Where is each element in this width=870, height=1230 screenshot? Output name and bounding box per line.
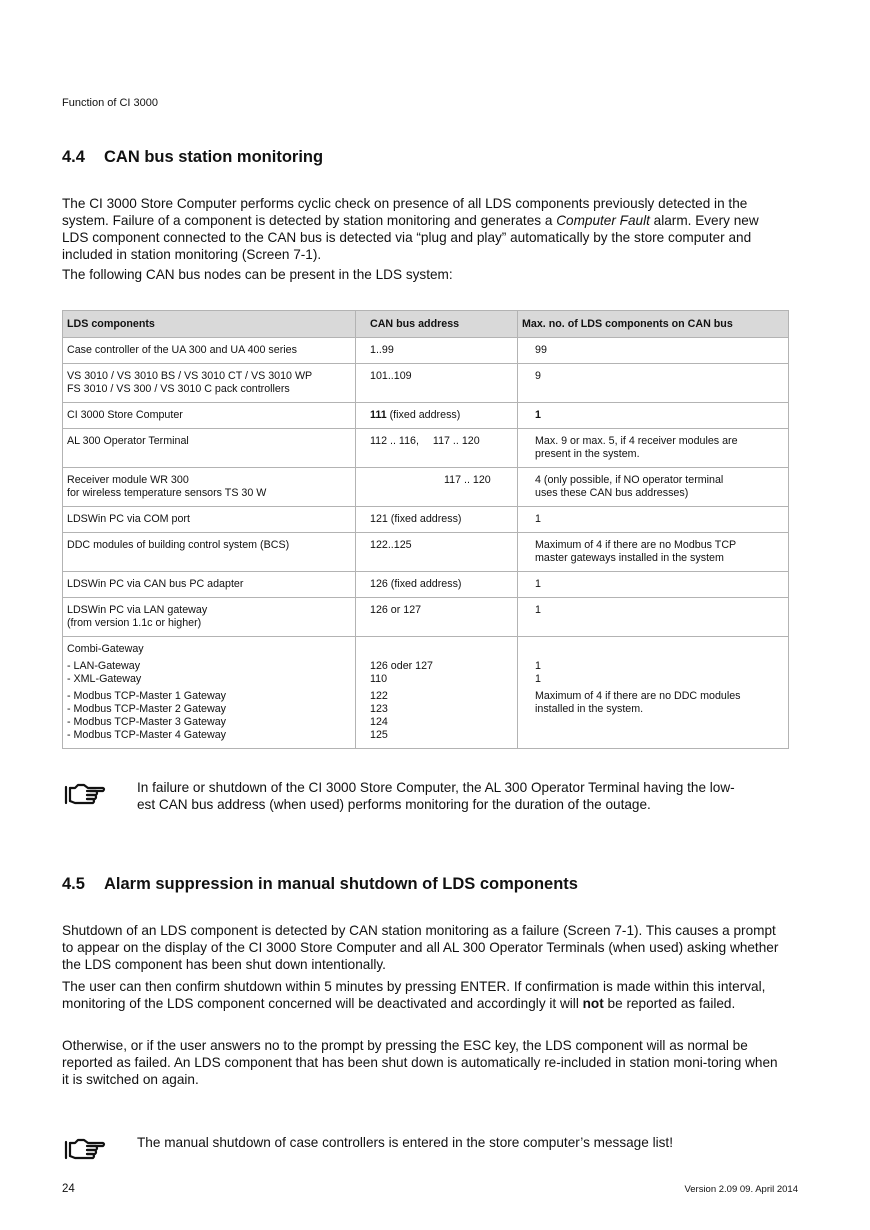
can-bus-nodes-table bbox=[62, 310, 789, 749]
cell-max: 99 bbox=[518, 338, 789, 364]
column-header: LDS components bbox=[63, 311, 356, 338]
version-footer: Version 2.09 09. April 2014 bbox=[684, 1184, 798, 1195]
cell-address bbox=[356, 468, 518, 507]
paragraph-otherwise: Otherwise, or if the user answers no to the prompt by pressing the ESC key, the LDS component will as normal be reported as failed. An LDS component that has been shut down is automatically re-included in station moni-toring when it is switched on again. bbox=[62, 1038, 778, 1087]
cell-line: VS 3010 / VS 3010 BS / VS 3010 CT / VS 3010 WP bbox=[67, 370, 313, 382]
cell-line: - Modbus TCP-Master 3 Gateway bbox=[67, 716, 226, 728]
paragraph-nodes-intro: The following CAN bus nodes can be present in the LDS system: bbox=[62, 267, 453, 282]
text-run: The CI 3000 Store Computer performs cyclic check on presence of all LDS components previously detected in the system. Failure of a component is detected by station monitoring and generates a bbox=[62, 196, 748, 228]
section-heading-4-4 bbox=[62, 148, 323, 167]
column-header: CAN bus address bbox=[356, 311, 518, 338]
cell-component bbox=[63, 468, 356, 507]
address-range: 117 .. 120 bbox=[444, 474, 491, 486]
cell-line: uses these CAN bus addresses) bbox=[535, 487, 689, 499]
section-number: 4.4 bbox=[62, 148, 85, 166]
text-run: The user can then confirm shutdown within 5 minutes by pressing ENTER. If confirmation is made within this interval, monitoring of the LDS component concerned will be deactivated and accordingly it will bbox=[62, 979, 766, 1011]
cell-line: installed in the system. bbox=[535, 703, 644, 715]
cell-line: - XML-Gateway bbox=[67, 673, 142, 685]
cell-line: Receiver module WR 300 bbox=[67, 474, 189, 486]
bold-max: 1 bbox=[535, 409, 541, 421]
cell-max bbox=[518, 429, 789, 468]
cell-address: 126 (fixed address) bbox=[356, 572, 518, 598]
cell-line: (from version 1.1c or higher) bbox=[67, 617, 202, 629]
note-line: est CAN bus address (when used) performs monitoring for the duration of the outage. bbox=[137, 797, 651, 812]
running-header: Function of CI 3000 bbox=[62, 97, 159, 109]
section-number: 4.5 bbox=[62, 875, 85, 893]
cell-line: present in the system. bbox=[535, 448, 640, 460]
cell-max: 9 bbox=[518, 364, 789, 403]
emphasis-text: Computer Fault bbox=[556, 213, 650, 228]
table-row bbox=[63, 403, 789, 429]
table-row bbox=[63, 507, 789, 533]
cell-max bbox=[518, 403, 789, 429]
address-note: (fixed address) bbox=[386, 409, 461, 421]
cell-component: Case controller of the UA 300 and UA 400 series bbox=[63, 338, 356, 364]
section-heading-4-5 bbox=[62, 875, 578, 894]
cell-line: Maximum of 4 if there are no DDC modules bbox=[535, 690, 741, 702]
cell-line: Maximum of 4 if there are no Modbus TCP bbox=[535, 539, 737, 551]
address-range: 117 .. 120 bbox=[432, 435, 480, 447]
pointing-hand-icon bbox=[63, 782, 107, 808]
cell-line: - Modbus TCP-Master 2 Gateway bbox=[67, 703, 226, 715]
cell-line: LDSWin PC via LAN gateway bbox=[67, 604, 208, 616]
table-row bbox=[63, 533, 789, 572]
text-run: alarm. Every new LDS component connected to the CAN bus is detected via “plug and play” automatically by the store computer and included in station monitoring (Screen 7-1). bbox=[62, 213, 759, 262]
cell-address: 101..109 bbox=[356, 364, 518, 403]
cell-line: Combi-Gateway bbox=[67, 643, 144, 655]
cell-address bbox=[356, 403, 518, 429]
cell-line: 125 bbox=[370, 729, 388, 741]
table-row bbox=[63, 598, 789, 637]
table-row bbox=[63, 429, 789, 468]
cell-line: 110 bbox=[370, 673, 388, 685]
cell-line: for wireless temperature sensors TS 30 W bbox=[67, 487, 267, 499]
cell-line: 122 bbox=[370, 690, 388, 702]
section-title: CAN bus station monitoring bbox=[104, 148, 324, 166]
cell-address: 121 (fixed address) bbox=[356, 507, 518, 533]
cell-component bbox=[63, 598, 356, 637]
cell-component: LDSWin PC via CAN bus PC adapter bbox=[63, 572, 356, 598]
address-range: 112 .. 116, bbox=[370, 435, 419, 447]
cell-line: 4 (only possible, if NO operator terminal bbox=[535, 474, 724, 486]
column-header: Max. no. of LDS components on CAN bus bbox=[518, 311, 789, 338]
cell-address bbox=[356, 429, 518, 468]
note-line: In failure or shutdown of the CI 3000 Store Computer, the AL 300 Operator Terminal having the low- bbox=[137, 780, 735, 795]
cell-line: 126 oder 127 bbox=[370, 660, 433, 672]
cell-max bbox=[518, 637, 789, 749]
note-text bbox=[137, 779, 787, 813]
cell-address bbox=[356, 637, 518, 749]
page-number: 24 bbox=[62, 1183, 75, 1195]
cell-address: 1..99 bbox=[356, 338, 518, 364]
table-row bbox=[63, 637, 789, 749]
cell-component bbox=[63, 364, 356, 403]
table-header-row bbox=[63, 311, 789, 338]
note-text: The manual shutdown of case controllers is entered in the store computer’s message list! bbox=[137, 1135, 673, 1150]
cell-max: 1 bbox=[518, 598, 789, 637]
cell-component: LDSWin PC via COM port bbox=[63, 507, 356, 533]
cell-line: - LAN-Gateway bbox=[67, 660, 141, 672]
cell-line: 1 bbox=[535, 673, 541, 685]
table-row bbox=[63, 364, 789, 403]
bold-address: 111 bbox=[370, 409, 387, 421]
cell-max bbox=[518, 468, 789, 507]
paragraph-shutdown-detection: Shutdown of an LDS component is detected by CAN station monitoring as a failure (Screen 7-1). This causes a prompt to appear on the display of the CI 3000 Store Computer and all AL 300 Operator Terminals (when used) asking whether the LDS component has been shut down intentionally. bbox=[62, 923, 779, 972]
cell-line: FS 3010 / VS 300 / VS 3010 C pack controllers bbox=[67, 383, 290, 395]
cell-address: 122..125 bbox=[356, 533, 518, 572]
paragraph-intro bbox=[62, 195, 788, 263]
cell-line: - Modbus TCP-Master 1 Gateway bbox=[67, 690, 226, 702]
pointing-hand-icon bbox=[63, 1137, 107, 1163]
cell-component: DDC modules of building control system (BCS) bbox=[63, 533, 356, 572]
table-row bbox=[63, 572, 789, 598]
cell-component bbox=[63, 637, 356, 749]
cell-line: 124 bbox=[370, 716, 388, 728]
cell-component: AL 300 Operator Terminal bbox=[63, 429, 356, 468]
cell-max bbox=[518, 533, 789, 572]
table-row bbox=[63, 338, 789, 364]
cell-line: 1 bbox=[535, 660, 541, 672]
text-run: be reported as failed. bbox=[603, 996, 736, 1011]
paragraph-confirm-shutdown bbox=[62, 978, 788, 1012]
bold-text: not bbox=[582, 996, 604, 1011]
cell-component: CI 3000 Store Computer bbox=[63, 403, 356, 429]
cell-max: 1 bbox=[518, 507, 789, 533]
cell-line: - Modbus TCP-Master 4 Gateway bbox=[67, 729, 226, 741]
cell-line: master gateways installed in the system bbox=[535, 552, 724, 564]
cell-line: Max. 9 or max. 5, if 4 receiver modules are bbox=[535, 435, 738, 447]
cell-max: 1 bbox=[518, 572, 789, 598]
section-title: Alarm suppression in manual shutdown of LDS components bbox=[104, 875, 578, 893]
cell-line: 123 bbox=[370, 703, 388, 715]
cell-address: 126 or 127 bbox=[356, 598, 518, 637]
table-row bbox=[63, 468, 789, 507]
